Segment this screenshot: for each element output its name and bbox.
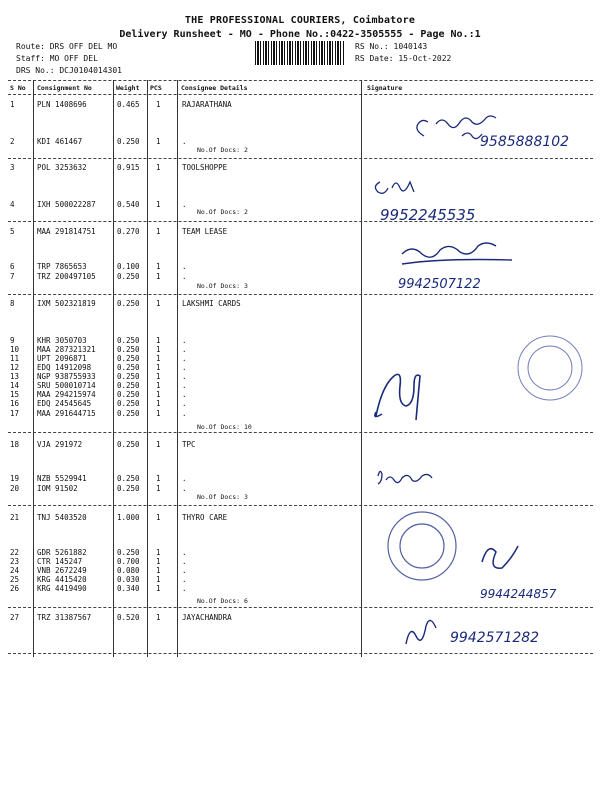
row-pcs: 1 (156, 345, 161, 354)
row-weight: 0.250 (117, 137, 140, 146)
row-consignee: . (182, 372, 187, 381)
row-sno: 22 (10, 548, 20, 557)
row-pcs: 1 (156, 390, 161, 399)
row-weight: 0.270 (117, 227, 140, 236)
row-weight: 0.250 (117, 548, 140, 557)
row-consignment-no: UPT 2096871 (37, 354, 87, 363)
col-consignment: Consignment No (37, 84, 92, 92)
row-consignment-no: KDI 461467 (37, 137, 83, 146)
signature-phone-6: 9944244857 (480, 587, 557, 601)
row-consignee: JAYACHANDRA (182, 613, 232, 622)
col-weight: Weight (116, 84, 140, 92)
row-pcs: 1 (156, 513, 161, 522)
row-sno: 17 (10, 409, 20, 418)
table-top-rule (8, 80, 593, 81)
route-label: Route: DRS OFF DEL MO (16, 42, 118, 51)
row-pcs: 1 (156, 372, 161, 381)
row-pcs: 1 (156, 354, 161, 363)
row-consignment-no: TRZ 31387567 (37, 613, 92, 622)
rs-number: RS No.: 1040143 (355, 42, 428, 51)
row-consignment-no: GDR 5261882 (37, 548, 87, 557)
row-weight: 0.700 (117, 557, 140, 566)
row-sno: 8 (10, 299, 15, 308)
row-consignment-no: CTR 145247 (37, 557, 83, 566)
row-sno: 26 (10, 584, 20, 593)
row-pcs: 1 (156, 584, 161, 593)
row-weight: 0.520 (117, 613, 140, 622)
row-weight: 0.250 (117, 354, 140, 363)
row-consignee: THYRO CARE (182, 513, 228, 522)
row-consignment-no: VNB 2672249 (37, 566, 87, 575)
rs-date: RS Date: 15-Oct-2022 (355, 54, 452, 63)
row-consignment-no: KRG 4419490 (37, 584, 87, 593)
row-sno: 12 (10, 363, 20, 372)
row-consignment-no: TNJ 5403520 (37, 513, 87, 522)
signatures-layer (362, 96, 598, 656)
row-consignment-no: POL 3253632 (37, 163, 87, 172)
col-sno: S No (10, 84, 26, 92)
row-weight: 0.250 (117, 299, 140, 308)
row-consignee: . (182, 363, 187, 372)
row-sno: 10 (10, 345, 20, 354)
row-sno: 24 (10, 566, 20, 575)
row-pcs: 1 (156, 163, 161, 172)
row-weight: 0.250 (117, 372, 140, 381)
column-divider (33, 80, 34, 657)
runsheet-subtitle: Delivery Runsheet - MO - Phone No.:0422-3505555 - Page No.:1 (119, 29, 481, 40)
row-consignment-no: NZB 5529941 (37, 474, 87, 483)
row-weight: 1.000 (117, 513, 140, 522)
row-sno: 3 (10, 163, 15, 172)
row-consignment-no: IXM 502321819 (37, 299, 96, 308)
row-sno: 4 (10, 200, 15, 209)
row-consignee: . (182, 137, 187, 146)
row-consignment-no: EDQ 24545645 (37, 399, 92, 408)
row-pcs: 1 (156, 548, 161, 557)
row-pcs: 1 (156, 137, 161, 146)
row-consignee: . (182, 262, 187, 271)
row-consignment-no: TRZ 200497105 (37, 272, 96, 281)
row-consignee: . (182, 272, 187, 281)
row-consignee: . (182, 390, 187, 399)
row-sno: 13 (10, 372, 20, 381)
row-consignee: . (182, 566, 187, 575)
row-pcs: 1 (156, 381, 161, 390)
row-consignee: TPC (182, 440, 196, 449)
row-pcs: 1 (156, 272, 161, 281)
row-pcs: 1 (156, 100, 161, 109)
row-consignment-no: IXH 500022287 (37, 200, 96, 209)
col-consignee: Consignee Details (181, 84, 248, 92)
row-sno: 6 (10, 262, 15, 271)
row-pcs: 1 (156, 399, 161, 408)
row-consignee: . (182, 336, 187, 345)
row-pcs: 1 (156, 409, 161, 418)
row-weight: 0.250 (117, 272, 140, 281)
row-weight: 0.250 (117, 390, 140, 399)
row-sno: 19 (10, 474, 20, 483)
column-divider (147, 80, 148, 657)
row-consignee: LAKSHMI CARDS (182, 299, 241, 308)
row-pcs: 1 (156, 613, 161, 622)
row-weight: 0.080 (117, 566, 140, 575)
row-consignment-no: SRU 500010714 (37, 381, 96, 390)
row-pcs: 1 (156, 363, 161, 372)
row-sno: 9 (10, 336, 15, 345)
row-sno: 7 (10, 272, 15, 281)
row-consignment-no: KRG 4415420 (37, 575, 87, 584)
row-pcs: 1 (156, 200, 161, 209)
row-pcs: 1 (156, 262, 161, 271)
row-weight: 0.465 (117, 100, 140, 109)
row-consignee: . (182, 474, 187, 483)
row-weight: 0.030 (117, 575, 140, 584)
staff-label: Staff: MO OFF DEL (16, 54, 98, 63)
row-consignee: . (182, 484, 187, 493)
row-consignment-no: MAA 291644715 (37, 409, 96, 418)
row-weight: 0.250 (117, 399, 140, 408)
row-weight: 0.340 (117, 584, 140, 593)
row-sno: 2 (10, 137, 15, 146)
signature-2 (375, 182, 414, 193)
row-weight: 0.250 (117, 474, 140, 483)
row-consignment-no: MAA 287321321 (37, 345, 96, 354)
row-consignee: . (182, 584, 187, 593)
docs-count: No.Of Docs: 2 (197, 208, 248, 216)
row-sno: 14 (10, 381, 20, 390)
row-pcs: 1 (156, 557, 161, 566)
row-consignment-no: MAA 294215974 (37, 390, 96, 399)
row-pcs: 1 (156, 336, 161, 345)
row-pcs: 1 (156, 566, 161, 575)
row-sno: 27 (10, 613, 20, 622)
row-consignee: TEAM LEASE (182, 227, 228, 236)
row-consignee: . (182, 200, 187, 209)
row-consignment-no: VJA 291972 (37, 440, 83, 449)
row-weight: 0.250 (117, 381, 140, 390)
row-consignment-no: EDQ 14912098 (37, 363, 92, 372)
row-pcs: 1 (156, 484, 161, 493)
row-consignee: . (182, 548, 187, 557)
docs-count: No.Of Docs: 10 (197, 423, 252, 431)
row-consignment-no: KHR 3050703 (37, 336, 87, 345)
row-pcs: 1 (156, 299, 161, 308)
row-weight: 0.250 (117, 440, 140, 449)
col-pcs: PCS (150, 84, 162, 92)
row-consignee: . (182, 575, 187, 584)
row-weight: 0.540 (117, 200, 140, 209)
row-weight: 0.250 (117, 409, 140, 418)
row-weight: 0.250 (117, 363, 140, 372)
row-consignment-no: TRP 7865653 (37, 262, 87, 271)
company-title: THE PROFESSIONAL COURIERS, Coimbatore (184, 15, 416, 26)
row-pcs: 1 (156, 440, 161, 449)
row-sno: 16 (10, 399, 20, 408)
row-sno: 20 (10, 484, 20, 493)
row-sno: 5 (10, 227, 15, 236)
signature-5 (378, 471, 432, 484)
signature-phone-1: 9585888102 (480, 134, 570, 150)
signature-3 (402, 243, 512, 264)
row-consignment-no: MAA 291814751 (37, 227, 96, 236)
row-sno: 15 (10, 390, 20, 399)
row-consignee: . (182, 409, 187, 418)
signature-phone-2: 9952245535 (380, 206, 476, 224)
row-sno: 21 (10, 513, 20, 522)
row-pcs: 1 (156, 227, 161, 236)
thyrocare-stamp (388, 512, 456, 580)
table-header-rule (8, 94, 593, 95)
row-consignment-no: NGP 938755933 (37, 372, 96, 381)
signature-6 (482, 546, 518, 568)
row-consignee: . (182, 345, 187, 354)
barcode-image (255, 41, 345, 65)
signature-7 (406, 620, 436, 644)
column-divider (177, 80, 178, 657)
row-consignee: RAJARATHANA (182, 100, 232, 109)
docs-count: No.Of Docs: 3 (197, 282, 248, 290)
row-weight: 0.250 (117, 484, 140, 493)
row-consignee: . (182, 557, 187, 566)
row-consignee: . (182, 381, 187, 390)
row-sno: 25 (10, 575, 20, 584)
drs-number: DRS No.: DCJ0104014301 (16, 66, 122, 75)
col-signature: Signature (367, 84, 403, 92)
post-office-stamp (518, 336, 582, 400)
row-sno: 23 (10, 557, 20, 566)
docs-count: No.Of Docs: 6 (197, 597, 248, 605)
row-weight: 0.100 (117, 262, 140, 271)
signature-phone-7: 9942571282 (450, 630, 540, 646)
row-weight: 0.915 (117, 163, 140, 172)
row-sno: 11 (10, 354, 20, 363)
column-divider (113, 80, 114, 657)
row-consignee: . (182, 399, 187, 408)
row-sno: 18 (10, 440, 20, 449)
row-weight: 0.250 (117, 345, 140, 354)
row-consignee: TOOLSHOPPE (182, 163, 228, 172)
row-weight: 0.250 (117, 336, 140, 345)
docs-count: No.Of Docs: 3 (197, 493, 248, 501)
row-consignee: . (182, 354, 187, 363)
row-pcs: 1 (156, 474, 161, 483)
signature-4 (375, 374, 420, 420)
row-sno: 1 (10, 100, 15, 109)
row-consignment-no: PLN 1408696 (37, 100, 87, 109)
row-pcs: 1 (156, 575, 161, 584)
row-consignment-no: IOM 91502 (37, 484, 78, 493)
signature-phone-3: 9942507122 (398, 277, 481, 292)
docs-count: No.Of Docs: 2 (197, 146, 248, 154)
